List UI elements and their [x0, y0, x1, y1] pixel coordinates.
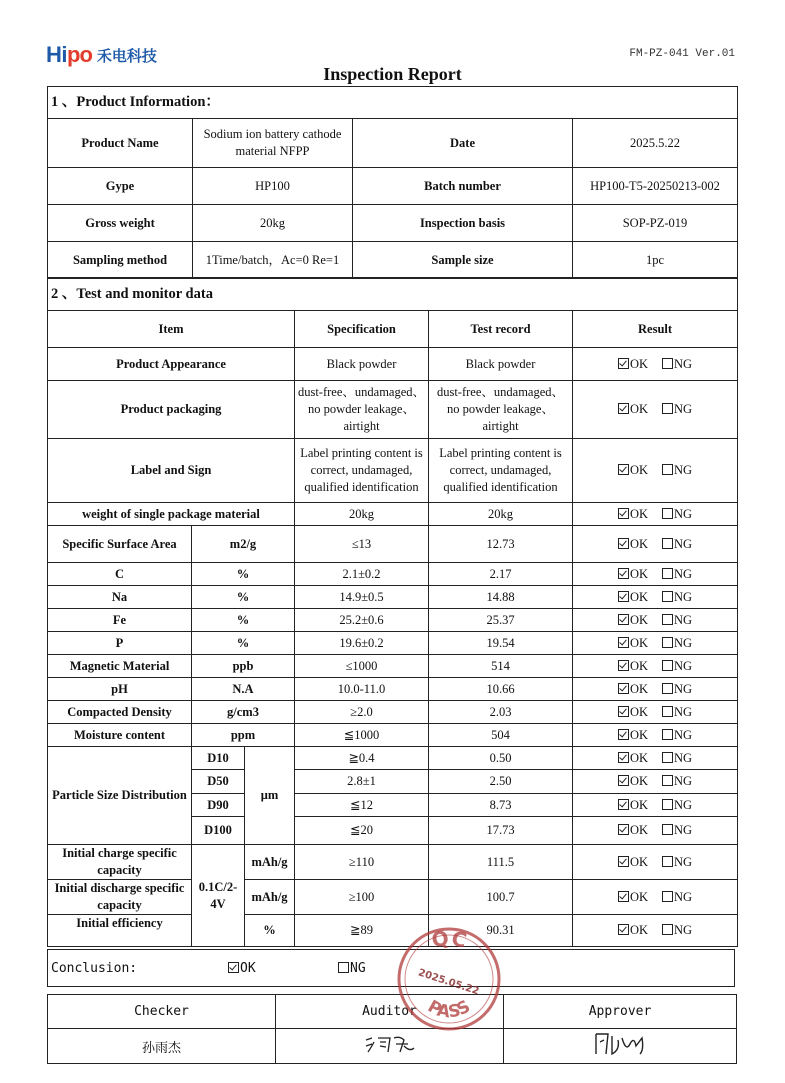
approver-signature-scribble	[590, 1030, 650, 1058]
auditor-label: Auditor	[276, 995, 504, 1029]
ng-label: NG	[674, 612, 693, 627]
page-title: Inspection Report	[323, 64, 462, 84]
col-item: Item	[48, 311, 295, 348]
checked-box-icon	[618, 403, 629, 414]
ng-label: NG	[674, 566, 693, 581]
spec-ssa: ≤13	[295, 526, 429, 563]
item-packaging: Product packaging	[48, 381, 295, 439]
spec-na: 14.9±0.5	[295, 586, 429, 609]
empty-box-icon	[662, 660, 673, 671]
form-code: FM-PZ-041 Ver.01	[629, 48, 735, 60]
checker-label: Checker	[48, 995, 276, 1029]
empty-box-icon	[662, 358, 673, 369]
empty-box-icon	[662, 614, 673, 625]
auditor-signature-scribble	[360, 1032, 420, 1056]
record-p: 19.54	[429, 632, 573, 655]
spec-label-sign: Label printing content is correct, undamaged, qualified identification	[295, 439, 429, 503]
record-packaging: dust-free、undamaged、no powder leakage、airtight	[429, 381, 573, 439]
result-charge-capacity	[573, 845, 738, 880]
ok-label: OK	[629, 774, 649, 788]
result-d100	[573, 817, 738, 845]
gross-weight-label: Gross weight	[48, 205, 193, 242]
test-data-table	[47, 277, 738, 947]
record-d90: 8.73	[429, 794, 573, 817]
unit-na: %	[192, 586, 295, 609]
empty-box-icon	[662, 799, 673, 810]
ok-label: OK	[629, 797, 649, 812]
record-fe: 25.37	[429, 609, 573, 632]
checked-box-icon	[618, 729, 629, 740]
ok-label: OK	[629, 727, 649, 742]
unit-c: %	[192, 563, 295, 586]
record-d100: 17.73	[429, 817, 573, 845]
spec-packaging: dust-free、undamaged、no powder leakage、airtight	[295, 381, 429, 439]
record-magnetic: 514	[429, 655, 573, 678]
checked-box-icon	[618, 775, 629, 786]
section1-heading: 1 、Product Information：	[48, 87, 738, 119]
spec-d50: 2.8±1	[295, 770, 429, 794]
empty-box-icon	[662, 464, 673, 475]
spec-efficiency: ≧89	[295, 915, 429, 947]
spec-fe: 25.2±0.6	[295, 609, 429, 632]
record-ssa: 12.73	[429, 526, 573, 563]
empty-box-icon	[662, 538, 673, 549]
record-density: 2.03	[429, 701, 573, 724]
empty-box-icon	[662, 508, 673, 519]
sampling-method-label: Sampling method	[48, 242, 193, 279]
gype-label: Gype	[48, 168, 193, 205]
result-na	[573, 586, 738, 609]
sample-size-value: 1pc	[573, 242, 738, 279]
checked-box-icon	[618, 924, 629, 935]
unit-charge-capacity: mAh/g	[245, 845, 295, 880]
spec-appearance: Black powder	[295, 348, 429, 381]
ng-label: NG	[674, 506, 693, 521]
empty-box-icon	[662, 568, 673, 579]
product-info-table	[47, 86, 738, 279]
ng-label: NG	[674, 923, 693, 937]
unit-efficiency: %	[245, 915, 295, 947]
result-p	[573, 632, 738, 655]
ng-label: NG	[674, 681, 693, 696]
item-p: P	[48, 632, 192, 655]
conclusion-ok	[228, 961, 256, 976]
psd-d100-label: D100	[192, 817, 245, 845]
psd-d50-label: D50	[192, 770, 245, 794]
ok-label: OK	[629, 854, 649, 869]
ok-label: OK	[629, 704, 649, 719]
electro-condition: 0.1C/2-4V	[192, 845, 245, 947]
stamp-top-text: QC	[429, 925, 470, 953]
approver-label: Approver	[504, 995, 737, 1029]
result-ssa	[573, 526, 738, 563]
ok-label: OK	[629, 566, 649, 581]
result-discharge-capacity	[573, 880, 738, 915]
ng-label: NG	[674, 658, 693, 673]
result-package-weight	[573, 503, 738, 526]
empty-box-icon	[662, 856, 673, 867]
item-moisture: Moisture content	[48, 724, 192, 747]
record-appearance: Black powder	[429, 348, 573, 381]
result-magnetic	[573, 655, 738, 678]
item-psd: Particle Size Distribution	[48, 747, 192, 845]
ok-label: OK	[629, 681, 649, 696]
item-magnetic: Magnetic Material	[48, 655, 192, 678]
logo-latin-po: po	[67, 42, 92, 67]
logo-latin-hi: Hi	[46, 42, 67, 67]
inspection-basis-value: SOP-PZ-019	[573, 205, 738, 242]
unit-ssa: m2/g	[192, 526, 295, 563]
psd-d90-label: D90	[192, 794, 245, 817]
product-name-label: Product Name	[48, 119, 193, 168]
ng-label: NG	[674, 463, 693, 477]
ng-label: NG	[674, 823, 693, 837]
item-density: Compacted Density	[48, 701, 192, 724]
ok-label: OK	[629, 658, 649, 673]
result-density	[573, 701, 738, 724]
unit-p: %	[192, 632, 295, 655]
spec-magnetic: ≤1000	[295, 655, 429, 678]
checked-box-icon	[618, 824, 629, 835]
conclusion-ok-label: OK	[240, 961, 256, 976]
ok-label: OK	[629, 923, 649, 937]
approver-signature	[504, 1029, 737, 1064]
ok-label: OK	[629, 463, 649, 477]
col-test-record: Test record	[429, 311, 573, 348]
spec-ph: 10.0-11.0	[295, 678, 429, 701]
item-efficiency: Initial efficiency	[48, 915, 192, 947]
empty-box-icon	[662, 752, 673, 763]
ng-label: NG	[674, 589, 693, 604]
result-efficiency	[573, 915, 738, 947]
item-ssa: Specific Surface Area	[48, 526, 192, 563]
ok-label: OK	[629, 589, 649, 604]
col-result: Result	[573, 311, 738, 348]
inspection-basis-label: Inspection basis	[353, 205, 573, 242]
spec-charge-capacity: ≥110	[295, 845, 429, 880]
empty-box-icon	[662, 729, 673, 740]
checked-box-icon	[618, 358, 629, 369]
gross-weight-value: 20kg	[193, 205, 353, 242]
sampling-method-value: 1Time/batch，Ac=0 Re=1	[193, 242, 353, 279]
unit-ph: N.A	[192, 678, 295, 701]
checker-name: 孙雨杰	[48, 1029, 276, 1064]
ng-label: NG	[674, 704, 693, 719]
col-specification: Specification	[295, 311, 429, 348]
empty-box-icon	[662, 683, 673, 694]
record-moisture: 504	[429, 724, 573, 747]
record-ph: 10.66	[429, 678, 573, 701]
ok-label: OK	[629, 635, 649, 650]
ok-label: OK	[629, 506, 649, 521]
result-d90	[573, 794, 738, 817]
record-charge-capacity: 111.5	[429, 845, 573, 880]
ng-label: NG	[674, 889, 693, 904]
checked-box-icon	[618, 637, 629, 648]
ok-label: OK	[629, 823, 649, 837]
ng-label: NG	[674, 750, 693, 765]
record-discharge-capacity: 100.7	[429, 880, 573, 915]
unit-magnetic: ppb	[192, 655, 295, 678]
date-value: 2025.5.22	[573, 119, 738, 168]
logo-chinese: 禾电科技	[96, 46, 157, 65]
result-appearance	[573, 348, 738, 381]
checked-box-icon	[618, 464, 629, 475]
result-d50	[573, 770, 738, 794]
checked-box-icon	[618, 752, 629, 763]
stamp-date: 2025.05.22	[416, 967, 481, 998]
record-package-weight: 20kg	[429, 503, 573, 526]
ok-label: OK	[629, 402, 649, 416]
checked-box-icon	[618, 891, 629, 902]
empty-box-icon	[662, 706, 673, 717]
item-na: Na	[48, 586, 192, 609]
batch-label: Batch number	[353, 168, 573, 205]
checked-box-icon	[618, 538, 629, 549]
ng-label: NG	[674, 356, 693, 371]
record-d10: 0.50	[429, 747, 573, 770]
empty-box-icon	[338, 962, 349, 973]
result-ph	[573, 678, 738, 701]
empty-box-icon	[662, 637, 673, 648]
conclusion-ng	[338, 961, 366, 976]
conclusion-ng-label: NG	[350, 961, 366, 976]
empty-box-icon	[662, 824, 673, 835]
checked-box-icon	[618, 591, 629, 602]
checked-box-icon	[618, 660, 629, 671]
ng-label: NG	[674, 727, 693, 742]
checked-box-icon	[618, 706, 629, 717]
checked-box-icon	[618, 683, 629, 694]
item-discharge-capacity: Initial discharge specific capacity	[48, 880, 192, 915]
result-fe	[573, 609, 738, 632]
result-c	[573, 563, 738, 586]
ok-label: OK	[629, 536, 649, 551]
batch-value: HP100-T5-20250213-002	[573, 168, 738, 205]
empty-box-icon	[662, 403, 673, 414]
spec-d10: ≧0.4	[295, 747, 429, 770]
item-charge-capacity: Initial charge specific capacity	[48, 845, 192, 880]
spec-package-weight: 20kg	[295, 503, 429, 526]
checked-box-icon	[618, 799, 629, 810]
section2-heading: 2 、Test and monitor data	[48, 278, 738, 311]
empty-box-icon	[662, 775, 673, 786]
record-na: 14.88	[429, 586, 573, 609]
ok-label: OK	[629, 750, 649, 765]
result-label-sign	[573, 439, 738, 503]
unit-fe: %	[192, 609, 295, 632]
ok-label: OK	[629, 356, 649, 371]
result-packaging	[573, 381, 738, 439]
item-c: C	[48, 563, 192, 586]
spec-discharge-capacity: ≥100	[295, 880, 429, 915]
checked-box-icon	[618, 508, 629, 519]
record-c: 2.17	[429, 563, 573, 586]
spec-c: 2.1±0.2	[295, 563, 429, 586]
spec-p: 19.6±0.2	[295, 632, 429, 655]
spec-d100: ≦20	[295, 817, 429, 845]
ng-label: NG	[674, 854, 693, 869]
date-label: Date	[353, 119, 573, 168]
conclusion-row	[47, 949, 735, 987]
item-label-sign: Label and Sign	[48, 439, 295, 503]
item-appearance: Product Appearance	[48, 348, 295, 381]
result-moisture	[573, 724, 738, 747]
result-d10	[573, 747, 738, 770]
ng-label: NG	[674, 402, 693, 416]
spec-d90: ≦12	[295, 794, 429, 817]
checked-box-icon	[618, 614, 629, 625]
conclusion-label: Conclusion:	[51, 961, 138, 976]
record-label-sign: Label printing content is correct, undamaged, qualified identification	[429, 439, 573, 503]
record-efficiency: 90.31	[429, 915, 573, 947]
ng-label: NG	[674, 774, 693, 788]
item-fe: Fe	[48, 609, 192, 632]
checked-box-icon	[618, 568, 629, 579]
spec-density: ≥2.0	[295, 701, 429, 724]
record-d50: 2.50	[429, 770, 573, 794]
empty-box-icon	[662, 591, 673, 602]
ok-label: OK	[629, 612, 649, 627]
spec-moisture: ≦1000	[295, 724, 429, 747]
auditor-signature	[276, 1029, 504, 1064]
empty-box-icon	[662, 891, 673, 902]
unit-density: g/cm3	[192, 701, 295, 724]
item-ph: pH	[48, 678, 192, 701]
ng-label: NG	[674, 635, 693, 650]
item-package-weight: weight of single package material	[48, 503, 295, 526]
unit-moisture: ppm	[192, 724, 295, 747]
sample-size-label: Sample size	[353, 242, 573, 279]
ng-label: NG	[674, 797, 693, 812]
gype-value: HP100	[193, 168, 353, 205]
product-name-value: Sodium ion battery cathode material NFPP	[193, 119, 353, 168]
unit-discharge-capacity: mAh/g	[245, 880, 295, 915]
checked-box-icon	[228, 962, 239, 973]
signoff-table	[47, 994, 737, 1064]
psd-d10-label: D10	[192, 747, 245, 770]
checked-box-icon	[618, 856, 629, 867]
ok-label: OK	[629, 889, 649, 904]
unit-psd: μm	[245, 747, 295, 845]
stamp-bottom-text: PASS	[424, 996, 474, 1023]
ng-label: NG	[674, 536, 693, 551]
empty-box-icon	[662, 924, 673, 935]
